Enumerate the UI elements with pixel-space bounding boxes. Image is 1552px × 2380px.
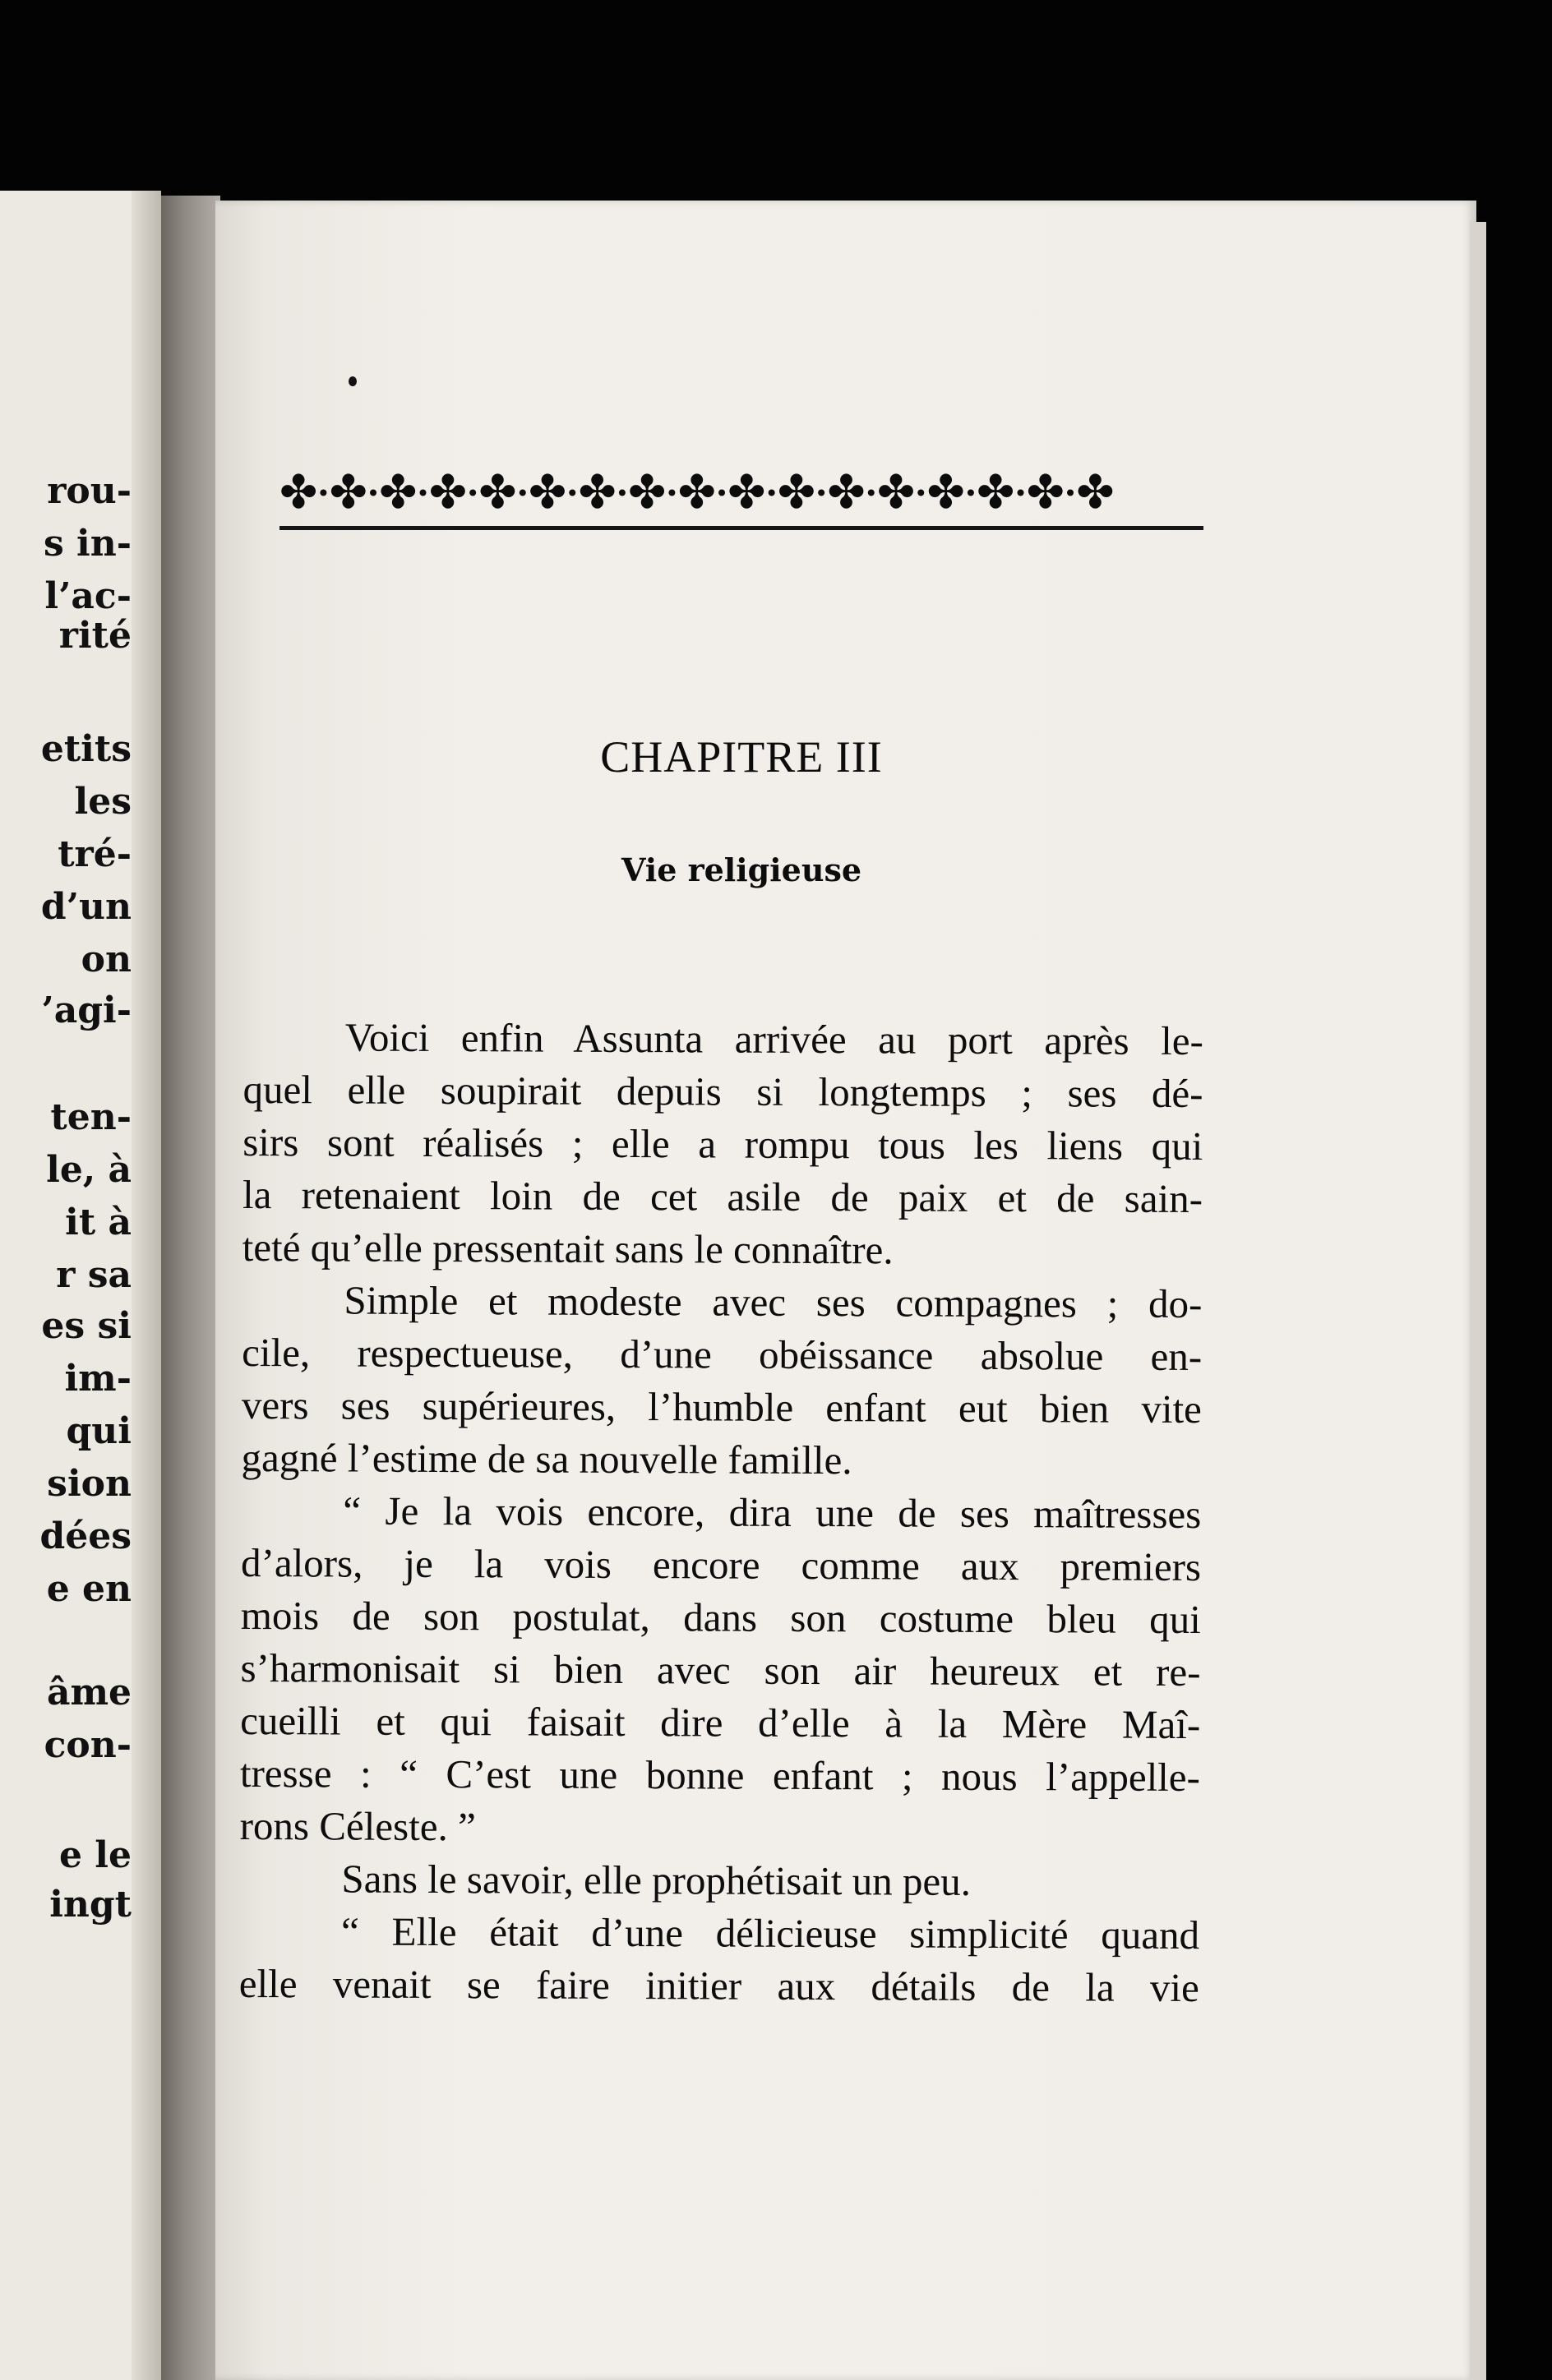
text-line: Voici enfin Assunta arrivée au port après le- bbox=[344, 1014, 1203, 1064]
text-line: rons Céleste. ” bbox=[239, 1802, 476, 1850]
left-fragment: rou- bbox=[47, 470, 132, 512]
ink-speck bbox=[349, 376, 357, 386]
left-fragment: ingt bbox=[49, 1884, 132, 1926]
ornament-dot-icon: • bbox=[515, 479, 529, 507]
ornament-fleuron-icon: ✤ bbox=[777, 466, 816, 519]
ornament-fleuron-icon: ✤ bbox=[379, 466, 418, 519]
text-line: teté qu’elle pressentait sans le connaître. bbox=[242, 1224, 894, 1273]
text-line: vers ses supérieures, l’humble enfant eut bien vite bbox=[241, 1381, 1203, 1432]
text-line: s’harmonisait si bien avec son air heureux et re- bbox=[240, 1644, 1201, 1695]
ornament-dot-icon: • bbox=[864, 479, 878, 507]
ornament-dot-icon: • bbox=[764, 479, 778, 507]
ornament-fleuron-icon: ✤ bbox=[478, 466, 517, 519]
chapter-title: CHAPITRE III bbox=[600, 732, 883, 782]
text-line: tresse : “ C’est une bonne enfant ; nous l’appelle- bbox=[239, 1750, 1201, 1801]
left-fragment: tré- bbox=[58, 833, 132, 875]
ornament-fleuron-icon: ✤ bbox=[1076, 466, 1115, 519]
ornament-dot-icon: • bbox=[366, 479, 381, 507]
text-line: d’alors, je la vois encore comme aux premiers bbox=[240, 1539, 1202, 1590]
ornament-fleuron-icon: ✤ bbox=[578, 466, 617, 519]
ornament-fleuron-icon: ✤ bbox=[628, 466, 667, 519]
page-edge bbox=[1470, 222, 1486, 2380]
text-line: elle venait se faire initier aux détails de la vie bbox=[238, 1960, 1199, 2011]
left-page bbox=[0, 191, 161, 2380]
left-fragment: it à bbox=[65, 1202, 132, 1243]
left-fragment: rité bbox=[58, 615, 132, 657]
ornament-dot-icon: • bbox=[1063, 479, 1078, 507]
ornament-dot-icon: • bbox=[1014, 479, 1028, 507]
ornament-dot-icon: • bbox=[963, 479, 978, 507]
left-fragment: on bbox=[81, 939, 132, 980]
ornament-fleuron-icon: ✤ bbox=[428, 466, 467, 519]
text-line: mois de son postulat, dans son costume bleu qui bbox=[240, 1592, 1201, 1643]
left-fragment: es si bbox=[41, 1305, 132, 1347]
ornament-dot-icon: • bbox=[615, 479, 630, 507]
text-line: Sans le savoir, elle prophétisait un peu. bbox=[341, 1856, 972, 1904]
ornament-dot-icon: • bbox=[466, 479, 480, 507]
ornament-fleuron-icon: ✤ bbox=[926, 466, 965, 519]
left-fragment: dées bbox=[39, 1515, 132, 1557]
text-line: “ Elle était d’une délicieuse simplicité quand bbox=[340, 1908, 1200, 1958]
left-page-gutter bbox=[132, 191, 161, 2380]
ornament-dot-icon: • bbox=[714, 479, 729, 507]
ornament-dot-icon: • bbox=[914, 479, 928, 507]
text-line: Simple et modeste avec ses compagnes ; do- bbox=[344, 1277, 1203, 1327]
ornament-border bbox=[279, 468, 1203, 518]
chapter-subtitle: Vie religieuse bbox=[621, 851, 862, 888]
left-fragment: sion bbox=[47, 1463, 132, 1505]
left-fragment: etits bbox=[40, 728, 132, 770]
text-line: la retenaient loin de cet asile de paix et de sain- bbox=[242, 1171, 1203, 1222]
ornament-fleuron-icon: ✤ bbox=[728, 466, 766, 519]
text-line: gagné l’estime de sa nouvelle famille. bbox=[241, 1434, 852, 1483]
ornament-rule bbox=[279, 526, 1203, 530]
ornament-fleuron-icon: ✤ bbox=[827, 466, 866, 519]
left-fragment: r sa bbox=[56, 1254, 132, 1296]
left-fragment: ’agi- bbox=[41, 989, 132, 1031]
left-fragment: con- bbox=[44, 1724, 132, 1766]
text-line: cueilli et qui faisait dire d’elle à la Mère Maî- bbox=[240, 1697, 1201, 1748]
ornament-fleuron-icon: ✤ bbox=[279, 466, 318, 519]
left-fragment: e le bbox=[58, 1834, 132, 1876]
left-fragment: l’ac- bbox=[44, 575, 132, 617]
left-fragment: âme bbox=[46, 1672, 132, 1714]
left-fragment: d’un bbox=[40, 886, 132, 928]
book-spine-shadow bbox=[161, 196, 220, 2380]
left-fragment: les bbox=[74, 781, 132, 823]
text-line: quel elle soupirait depuis si longtemps ; ses dé- bbox=[242, 1066, 1203, 1117]
left-fragment: ten- bbox=[50, 1096, 132, 1138]
left-fragment: e en bbox=[46, 1568, 132, 1610]
ornament-fleuron-icon: ✤ bbox=[977, 466, 1015, 519]
ornament-fleuron-icon: ✤ bbox=[528, 466, 567, 519]
ornament-dot-icon: • bbox=[566, 479, 580, 507]
left-fragment: qui bbox=[66, 1410, 132, 1452]
ornament-fleuron-icon: ✤ bbox=[1026, 466, 1065, 519]
ornament-dot-icon: • bbox=[416, 479, 430, 507]
ornament-fleuron-icon: ✤ bbox=[329, 466, 367, 519]
text-line: cile, respectueuse, d’une obéissance absolue en- bbox=[242, 1329, 1203, 1380]
text-line: sirs sont réalisés ; elle a rompu tous les liens qui bbox=[242, 1119, 1203, 1169]
ornament-dot-icon: • bbox=[815, 479, 829, 507]
body-text bbox=[239, 1011, 1203, 2014]
left-fragment: im- bbox=[64, 1358, 132, 1400]
left-fragment: le, à bbox=[46, 1149, 132, 1191]
ornament-dot-icon: • bbox=[665, 479, 679, 507]
text-line: “ Je la vois encore, dira une de ses maîtresses bbox=[343, 1488, 1202, 1538]
left-fragment: s in- bbox=[43, 523, 132, 565]
ornament-dot-icon: • bbox=[316, 479, 330, 507]
ornament-fleuron-icon: ✤ bbox=[876, 466, 916, 519]
ornament-fleuron-icon: ✤ bbox=[677, 466, 716, 519]
